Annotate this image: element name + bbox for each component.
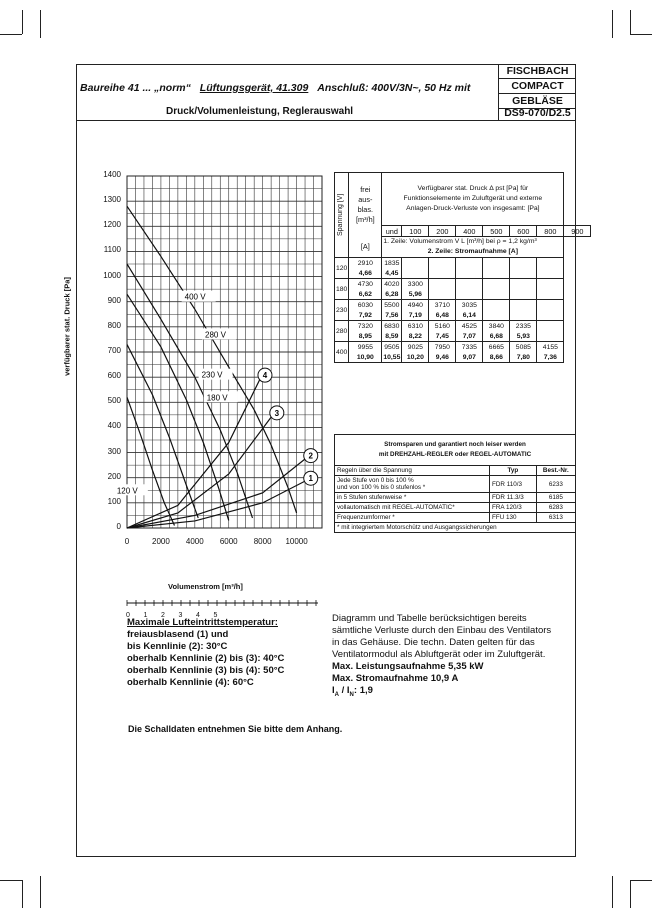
scale-tick-label: 5 [213,612,218,619]
flow-cell [510,279,537,290]
flow-cell: 5500 [382,300,402,311]
current-cell: 9,46 [429,352,456,363]
temperature-line: oberhalb Kennlinie (2) bis (3): 40°C [127,653,285,664]
chart-x-title: Volumenstrom [m³/h] [168,582,243,591]
pressure-description [382,173,564,226]
flow-cell [510,300,537,311]
current-cell [537,289,564,300]
brand-badge-2: COMPACT [498,79,576,94]
flow-cell: 9955 [349,342,382,353]
chart-y-title: verfügbarer stat. Druck [Pa] [62,277,72,376]
scale-tick-label: 2 [161,612,165,619]
temperature-line: bis Kennlinie (2): 30°C [127,641,228,652]
connection-text: Anschluß: 400V/3N~, 50 Hz mit [317,82,471,94]
current-cell: 7,92 [349,310,382,321]
table-row [335,268,591,279]
table-row [335,342,591,353]
table-row [335,279,591,290]
flow-cell [537,300,564,311]
device-text: Lüftungsgerät, 41.309 [199,82,309,94]
pressure-header: 800 [537,226,564,237]
brand-badge-1: FISCHBACH [498,64,576,79]
notes-line: Ventilatormodul als Abluftgerät oder im Zuluftgerät. [332,649,546,660]
current-cell: 6,48 [429,310,456,321]
temperature-line: oberhalb Kennlinie (4): 60°C [127,677,254,688]
current-cell: 5,96 [402,289,429,300]
frei-header [349,173,382,237]
temperature-line: oberhalb Kennlinie (3) bis (4): 50°C [127,665,285,676]
controller-type: FDR 11.3/3 [490,493,537,503]
current-cell: 8,95 [349,331,382,342]
notes-line: in das Gehäuse. Die techn. Daten gelten für das [332,637,535,648]
flow-cell [483,258,510,269]
controller-order-number: 6313 [536,513,575,523]
flow-cell: 7320 [349,321,382,332]
flow-cell: 9025 [402,342,429,353]
controller-row [335,503,576,513]
note-line-2: 2. Zeile: Stromaufnahme [A] [427,248,518,255]
brand-badge-3: GEBLÄSE [498,94,576,109]
heading-line-1: Stromsparen und garantiert noch leiser werden [384,441,526,448]
y-tick-label: 800 [107,320,121,330]
y-tick-label: 200 [107,471,121,481]
frei-line: blas. [357,204,374,214]
current-cell [429,289,456,300]
spannung-header [335,173,349,258]
controller-desc: Frequenzumformer * [335,513,490,523]
scale-tick-label: 1 [143,612,148,619]
current-cell [510,268,537,279]
current-cell [483,289,510,300]
y-tick-label: 700 [107,346,121,355]
y-tick-label: 100 [107,496,121,506]
kennlinie-label: 2 [308,451,313,461]
flow-cell: 4940 [402,300,429,311]
curve-label: 280 V [205,330,226,340]
heading-line-2: mit DREHZAHL-REGLER oder REGEL-AUTOMATIC [378,451,532,458]
current-cell [537,331,564,342]
current-cell [456,268,483,279]
x-tick-label: 0 [124,537,130,546]
flow-cell: 2910 [349,258,382,269]
current-cell: 10,20 [402,352,429,363]
current-cell: 7,80 [510,352,537,363]
current-cell: 7,45 [429,331,456,342]
current-cell: 6,14 [456,310,483,321]
current-cell: 5,93 [510,331,537,342]
current-ratio: $I_A / I_N$: 1,9 [332,685,373,698]
current-cell [537,310,564,321]
curve-120v [127,397,174,525]
y-tick-label: 1300 [103,195,121,205]
current-cell: 7,19 [402,310,429,321]
current-cell: 7,36 [537,352,564,363]
y-tick-label: 400 [107,421,121,431]
y-tick-label: 0 [116,522,121,531]
pressure-header: 500 [483,226,510,237]
pressure-header: 100 [402,226,429,237]
controller-type: FRA 120/3 [490,503,537,513]
controller-order-number: 6233 [536,476,575,493]
current-cell: 7,07 [456,331,483,342]
x-tick-label: 10000 [285,537,308,546]
scale-tick-label: 3 [178,612,183,619]
performance-table [334,172,591,363]
desc-line: Verfügbarer stat. Druck Δ pst [Pa] für [417,185,529,192]
current-cell: 10,55 [383,353,401,361]
kennlinie-label: 3 [274,408,280,418]
voltage-cell: 230 [335,300,349,321]
x-tick-label: 8000 [253,537,272,546]
table-row [335,321,591,332]
flow-cell: 7950 [429,342,456,353]
table-row [335,331,591,342]
x-tick-label: 2000 [152,537,170,546]
voltage-cell: 400 [335,342,349,363]
current-cell: 8,22 [402,331,429,342]
current-cell [402,268,429,279]
flow-cell: 3840 [483,321,510,332]
und-label: und [382,226,402,237]
flow-cell: 6665 [483,342,510,353]
controller-table [334,434,576,533]
current-cell [537,268,564,279]
current-cell [510,289,537,300]
flow-cell: 3035 [456,300,483,311]
flow-cell: 3300 [402,279,429,290]
y-tick-label: 500 [107,396,121,406]
flow-cell [537,321,564,332]
flow-cell: 4730 [349,279,382,290]
flow-cell: 3710 [429,300,456,311]
curve-label: 120 V [116,486,138,496]
series-text: Baureihe 41 ... „norm“ [80,82,191,94]
flow-cell [537,279,564,290]
controller-order-number: 6283 [536,503,575,513]
pressure-header: 200 [429,226,456,237]
y-tick-label: 900 [107,295,121,305]
temperature-block [127,617,284,689]
pressure-header: 400 [456,226,483,237]
table-row [335,310,591,321]
flow-cell: 4020 [382,279,402,290]
current-cell: 8,66 [483,352,510,363]
scale-tick-label: 0 [126,612,130,619]
flow-cell [510,258,537,269]
y-tick-label: 1100 [103,245,121,255]
current-cell [483,268,510,279]
flow-cell [483,300,510,311]
curve-label: 400 V [184,292,206,302]
desc-line: Anlagen-Druck-Verluste von insgesamt: [Pa] [406,205,540,212]
frei-line: frei [360,184,371,194]
notes-line: Diagramm und Tabelle berücksichtigen bereits [332,613,527,624]
flow-cell [483,279,510,290]
voltage-cell: 180 [335,279,349,300]
y-tick-label: 1200 [103,220,121,230]
controller-rows [335,476,576,523]
frei-line: [m³/h] [356,214,375,224]
current-cell: 10,90 [349,352,382,363]
controller-desc: vollautomatisch mit REGEL-AUTOMATIC* [335,503,490,513]
flow-cell: 4525 [456,321,483,332]
desc-line: Funktionselemente im Zuluftgerät und externe [403,195,543,202]
flow-cell: 9505 [382,342,402,353]
max-current: Max. Stromaufnahme 10,9 A [332,673,459,684]
kennlinie-label: 1 [308,474,313,484]
voltage-cell: 120 [335,258,349,279]
ampere-label: [A] [349,237,382,258]
flow-cell: 7335 [456,342,483,353]
table-row [335,258,591,269]
notes-line: sämtliche Verluste durch den Einbau des Ventilators [332,625,552,636]
table-row [335,289,591,300]
controller-order-number: 6185 [536,493,575,503]
controller-heading [335,435,576,466]
current-cell: 9,07 [456,352,483,363]
flow-cell [402,258,429,269]
table-notes [382,237,564,258]
flow-cell: 1835 [382,258,402,269]
flow-cell [429,258,456,269]
notes-block [332,613,577,701]
controller-desc: Jede Stufe von 0 bis 100 % und von 100 % bis 0 stufenlos * [335,476,490,493]
current-cell: 4,66 [349,268,382,279]
sound-note: Die Schalldaten entnehmen Sie bitte dem Anhang. [128,724,343,734]
flow-cell: 4155 [537,342,564,353]
flow-cell [456,279,483,290]
controller-row [335,493,576,503]
frei-line: aus- [358,194,373,204]
flow-cell [456,258,483,269]
temperature-title: Maximale Lufteintrittstemperatur: [127,617,278,628]
current-cell: 8,59 [382,331,402,342]
temperature-line: freiausblasend (1) und [127,629,229,640]
current-cell [456,289,483,300]
current-cell: 7,56 [382,310,402,321]
note-line-1: 1. Zeile: Volumenstrom V L [m³/h] bei ρ = 1,2 kg/m³ [383,238,537,245]
pressure-header: 900 [564,226,591,237]
flow-cell: 6310 [402,321,429,332]
curve-label: 180 V [206,393,228,403]
controller-row [335,476,576,493]
flow-cell [537,258,564,269]
voltage-cell: 280 [335,321,349,342]
table-row [335,352,591,363]
page-subtitle: Druck/Volumenleistung, Reglerauswahl [166,106,354,117]
controller-type: FDR 110/3 [490,476,537,493]
max-power: Max. Leistungsaufnahme 5,35 kW [332,661,484,672]
col-header-regeln: Regeln über die Spannung [335,466,490,476]
y-tick-label: 600 [107,371,121,381]
kennlinie-label: 4 [262,371,268,381]
y-tick-label: 300 [107,446,121,456]
controller-row [335,513,576,523]
flow-cell: 5085 [510,342,537,353]
y-tick-label: 1000 [103,270,121,280]
flow-cell: 5160 [429,321,456,332]
x-tick-label: 4000 [185,537,204,546]
scale-tick-label: 4 [196,612,200,619]
pressure-header: 600 [510,226,537,237]
current-cell: 6,68 [483,331,510,342]
current-cell: 6,28 [382,289,402,300]
flow-cell: 6830 [382,321,402,332]
flow-cell: 2335 [510,321,537,332]
current-cell: 4,45 [382,268,402,279]
controller-type: FFU 130 [490,513,537,523]
current-cell [483,310,510,321]
current-cell [510,310,537,321]
x-tick-label: 6000 [219,537,238,546]
table-row [335,300,591,311]
brand-badge-4: DS9-070/D2.5 [498,105,576,121]
y-tick-label: 1400 [103,170,121,179]
controller-footnote: * mit integriertem Motorschütz und Ausgangssicherungen [335,523,576,533]
flow-cell [429,279,456,290]
spannung-label: Spannung [V] [337,193,344,237]
flow-cell: 6030 [349,300,382,311]
controller-desc: in 5 Stufen stufenweise * [335,493,490,503]
current-cell: 6,62 [349,289,382,300]
col-header-nr: Best.-Nr. [536,466,575,476]
kennlinie-3 [127,415,273,528]
current-cell [429,268,456,279]
perf-body [335,258,591,363]
curve-label: 230 V [201,370,223,380]
col-header-typ: Typ [490,466,537,476]
